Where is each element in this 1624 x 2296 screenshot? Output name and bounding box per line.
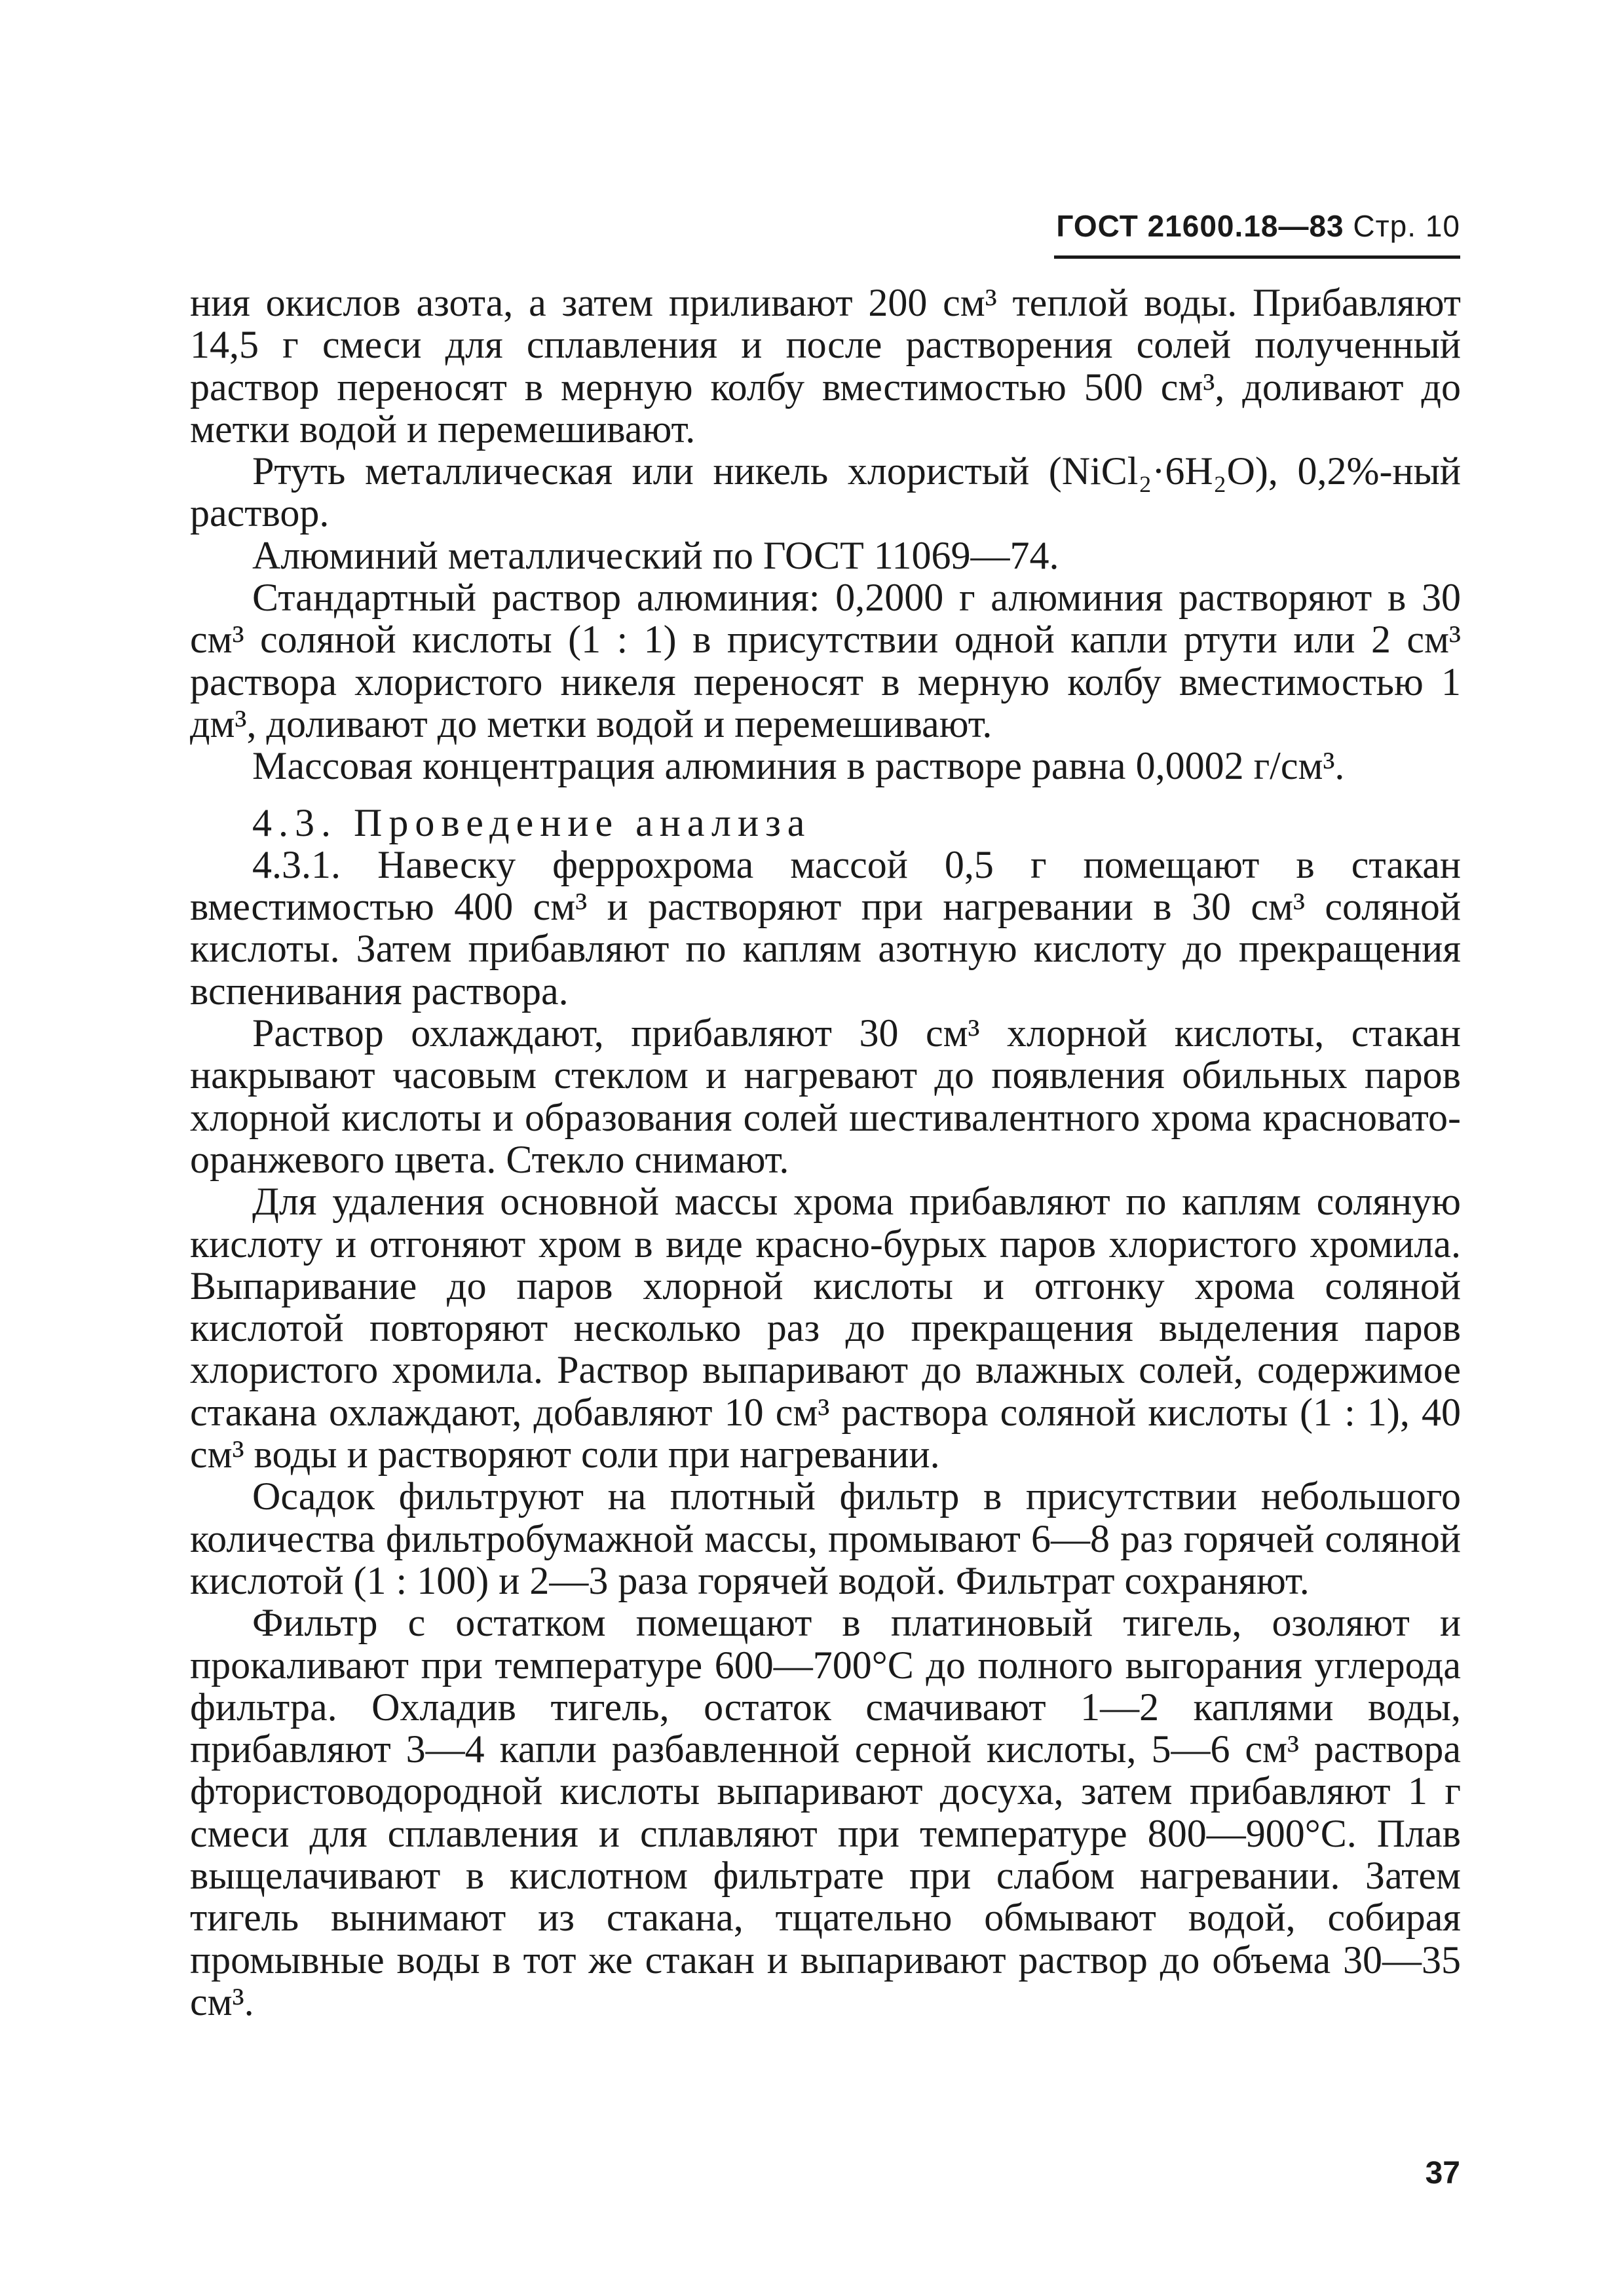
- paragraph-crucible: Фильтр с остатком помещают в платиновый тигель, озоляют и прокаливают при температуре 600—700°С до полного выгорания углерода фильтра. Охладив тигель, остаток смачивают 1—2 каплями воды, прибавляют 3—4 капли разбавленной серной кислоты, 5—6 см³ раствора фтористоводородной кислоты выпаривают досуха, затем прибавляют 1 г смеси для сплавления и сплавляют при температуре 800—900°С. Плав выщелачивают в кислотном фильтрате при слабом нагревании. Затем тигель вынимают из стакана, тщательно обмывают водой, собирая промывные воды в тот же стакан и выпаривают раствор до объема 30—35 см³.: [190, 1601, 1461, 2023]
- paragraph-continuation: ния окислов азота, а затем приливают 200 см³ теплой воды. Прибавляют 14,5 г смеси для сплавления и после растворения солей полученный раствор переносят в мерную колбу вместимостью 500 см³, доливают до метки водой и перемешивают.: [190, 281, 1461, 451]
- paragraph-filtration: Осадок фильтруют на плотный фильтр в присутствии небольшого количества фильтробумажной массы, промывают 6—8 раз горячей соляной кислотой (1 : 100) и 2—3 раза горячей водой. Фильтрат сохраняют.: [190, 1475, 1461, 1602]
- page-label: Стр. 10: [1353, 209, 1460, 243]
- paragraph-standard-solution: Стандартный раствор алюминия: 0,2000 г алюминия растворяют в 30 см³ соляной кислоты (1 : 1) в присутствии одной капли ртути или 2 см³ раствора хлористого никеля переносят в мерную колбу вместимостью 1 дм³, доливают до метки водой и перемешивают.: [190, 576, 1461, 745]
- standard-number: ГОСТ 21600.18—83: [1056, 209, 1344, 243]
- page-number: 37: [1425, 2156, 1460, 2191]
- paragraph-cooling: Раствор охлаждают, прибавляют 30 см³ хлорной кислоты, стакан накрывают часовым стеклом и нагревают до появления обильных паров хлорной кислоты и образования солей шестивалентного хрома красновато-оранжевого цвета. Стекло снимают.: [190, 1011, 1461, 1181]
- section-heading: 4.3. Проведение анализа: [252, 800, 812, 844]
- document-body: [190, 282, 1461, 2023]
- header-rule: [1054, 255, 1460, 259]
- paragraph-4-3-1: 4.3.1. Навеску феррохрома массой 0,5 г помещают в стакан вместимостью 400 см³ и растворяют при нагревании в 30 см³ соляной кислоты. Затем прибавляют по каплям азотную кислоту до прекращения вспенивания раствора.: [190, 842, 1461, 1013]
- page-header: [1054, 208, 1460, 244]
- paragraph-mass-concentration: Массовая концентрация алюминия в растворе равна 0,0002 г/см³.: [252, 744, 1345, 788]
- paragraph-mercury-nickel: Ртуть металлическая или никель хлористый (NiCl₂·6H₂O), 0,2%-ный раствор.: [190, 449, 1461, 535]
- paragraph-aluminium-metal: Алюминий металлический по ГОСТ 11069—74.: [252, 533, 1059, 577]
- paragraph-chromium-removal: Для удаления основной массы хрома прибавляют по каплям соляную кислоту и отгоняют хром в виде красно-бурых паров хлористого хромила. Выпаривание до паров хлорной кислоты и отгонку хрома соляной кислотой повторяют несколько раз до прекращения выделения паров хлористого хромила. Раствор выпаривают до влажных солей, содержимое стакана охлаждают, добавляют 10 см³ раствора соляной кислоты (1 : 1), 40 см³ воды и растворяют соли при нагревании.: [190, 1180, 1461, 1477]
